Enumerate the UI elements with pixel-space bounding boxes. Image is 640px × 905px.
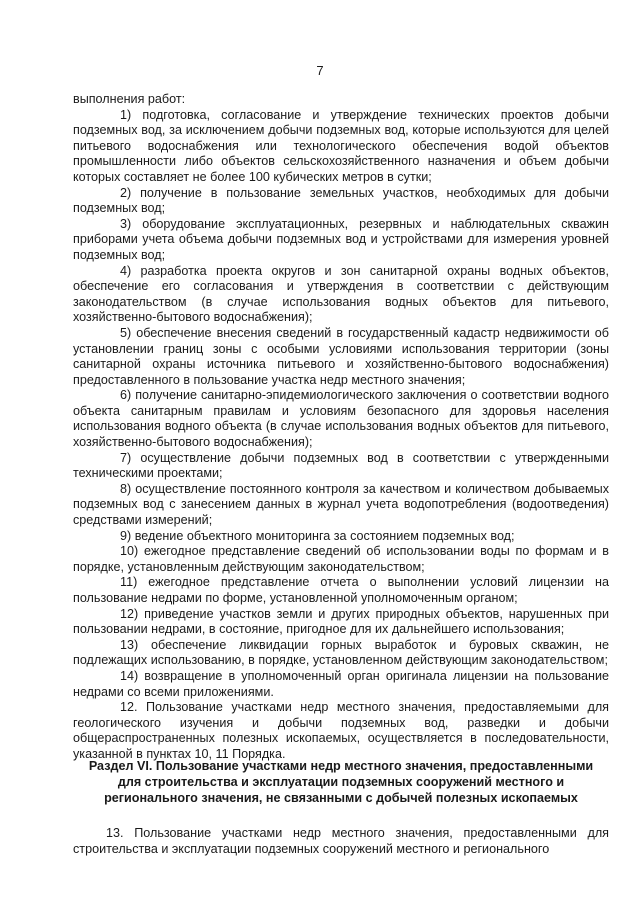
list-item-6: 6) получение санитарно-эпидемиологического заключения о соответствии водного объекта санитарным правилам и условиям безопасного для здоровья населения использования водного объекта (в случае использования водных объектов для питьевого, хозяйственно-бытового водоснабжения); (73, 388, 609, 450)
list-item-14: 14) возвращение в уполномоченный орган оригинала лицензии на пользование недрами со всеми приложениями. (73, 668, 609, 699)
list-item-13: 13) обеспечение ликвидации горных выработок и буровых скважин, не подлежащих использованию, в порядке, установленном действующим законодательством; (73, 637, 609, 668)
list-item-1: 1) подготовка, согласование и утверждение технических проектов добычи подземных вод, за исключением добычи подземных вод, которые используются для целей питьевого водоснабжения или технологического обеспечения водой объектов промышленности либо объектов сельскохозяйственного назначения и объем добычи которых составляет не более 100 кубических метров в сутки; (73, 107, 609, 184)
page-number: 7 (316, 63, 324, 78)
list-item-8: 8) осуществление постоянного контроля за качеством и количеством добываемых подземных вод с занесением данных в журнал учета водопотребления (водоотведения) средствами измерений; (73, 481, 609, 528)
section-heading-line-1: Раздел VI. Пользование участками недр местного значения, предоставленными (88, 759, 594, 773)
section-heading (73, 758, 609, 806)
intro-line: выполнения работ: (73, 92, 186, 106)
list-item-10: 10) ежегодное представление сведений об использовании воды по формам и в порядке, установленным действующим законодательством; (73, 544, 609, 574)
main-body (73, 92, 609, 763)
list-item-9: 9) ведение объектного мониторинга за состоянием подземных вод; (120, 528, 515, 543)
list-item-2: 2) получение в пользование земельных участков, необходимых для добычи подземных вод; (73, 185, 609, 216)
list-item-12: 12) приведение участков земли и других природных объектов, нарушенных при пользовании недрами, в состояние, пригодное для их дальнейшего использования; (73, 606, 609, 637)
section-heading-line-2: для строительства и эксплуатации подземных сооружений местного и (117, 775, 565, 789)
list-item-5: 5) обеспечение внесения сведений в государственный кадастр недвижимости об установлении границ зоны с особыми условиями использования территории (зоны санитарной охраны источника питьевого и хозяйственно-бытового водоснабжения) предоставленного в пользование участка недр местного значения; (73, 325, 609, 387)
paragraph-13: 13. Пользование участками недр местного значения, предоставленными для строительства и эксплуатации подземных сооружений местного и регионального (73, 826, 609, 856)
paragraph-12: 12. Пользование участками недр местного значения, предоставляемыми для геологического изучения и добычи подземных вод, разведки и добычи общераспространенных полезных ископаемых, осуществляется в последовательности, указанной в пунктах 10, 11 Порядка. (73, 700, 609, 761)
section-body (73, 826, 609, 857)
list-item-11: 11) ежегодное представление отчета о выполнении условий лицензии на пользование недрами по форме, установленной уполномоченным органом; (73, 575, 609, 605)
list-item-4: 4) разработка проекта округов и зон санитарной охраны водных объектов, обеспечение его согласования и утверждения в соответствии с действующим законодательством (в случае использования водных объектов для питьевого, хозяйственно-бытового водоснабжения); (73, 263, 609, 325)
list-item-3: 3) оборудование эксплуатационных, резервных и наблюдательных скважин приборами учета объема добычи подземных вод и устройствами для измерения уровней подземных вод; (73, 216, 609, 262)
list-item-7: 7) осуществление добычи подземных вод в соответствии с утвержденными техническими проектами; (73, 450, 609, 481)
section-heading-line-3: регионального значения, не связанными с добычей полезных ископаемых (104, 791, 578, 805)
